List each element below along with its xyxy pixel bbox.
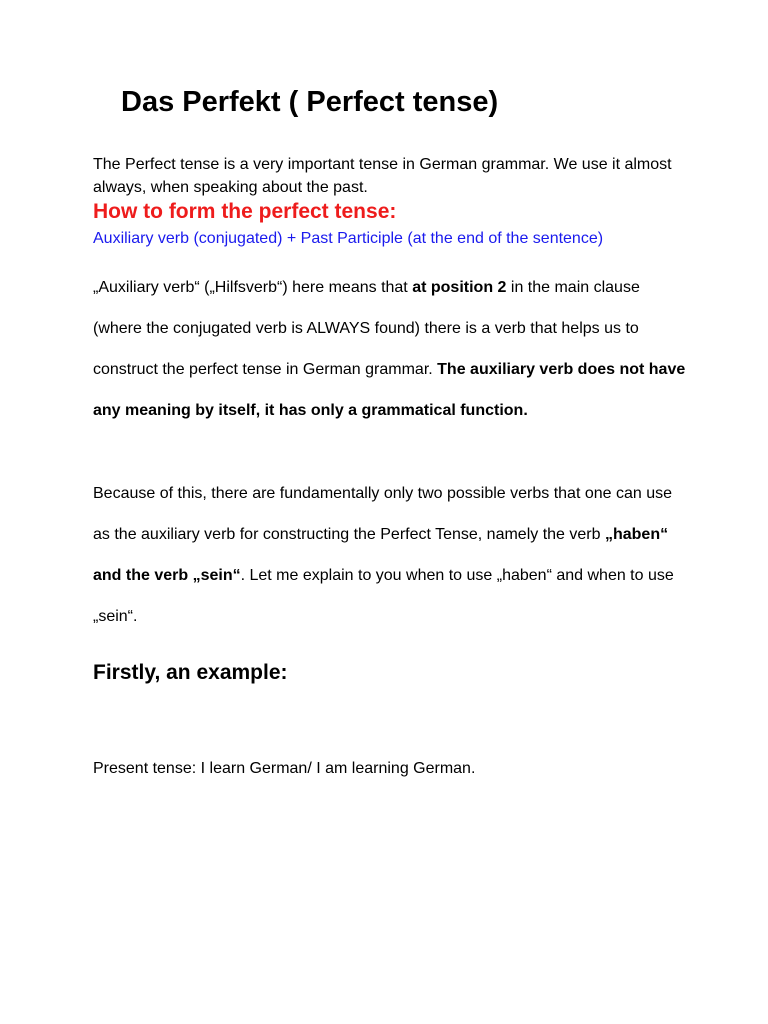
auxiliary-explanation-paragraph	[93, 267, 688, 431]
haben-sein-paragraph	[93, 473, 688, 637]
para1-text-2: in the main clause (where the conjugated verb is ALWAYS found) there is a verb that helps us to construct the perfect tense in German grammar.	[93, 279, 640, 378]
para2-text-2: . Let me explain to you when to use „haben“ and when to use „sein“.	[93, 567, 674, 625]
example-line: Present tense: I learn German/ I am learning German.	[93, 760, 476, 777]
para2-bold-1: „haben“ and the verb „sein“	[93, 526, 669, 584]
example-heading: Firstly, an example:	[93, 661, 288, 684]
para1-bold-2: The auxiliary verb does not have any meaning by itself, it has only a grammatical function.	[93, 361, 686, 419]
page-title: Das Perfekt ( Perfect tense)	[121, 86, 499, 118]
para1-text-1: „Auxiliary verb“ („Hilfsverb“) here means that	[93, 279, 413, 296]
how-to-heading: How to form the perfect tense:	[93, 200, 397, 223]
formula-line: Auxiliary verb (conjugated) + Past Participle (at the end of the sentence)	[93, 230, 604, 247]
para1-bold-1: at position 2	[412, 279, 507, 296]
intro-paragraph: The Perfect tense is a very important tense in German grammar. We use it almost always, when speaking about the past.	[93, 156, 672, 196]
para2-text-1: Because of this, there are fundamentally only two possible verbs that one can use as the auxiliary verb for constructing the Perfect Tense, namely the verb	[93, 485, 673, 543]
